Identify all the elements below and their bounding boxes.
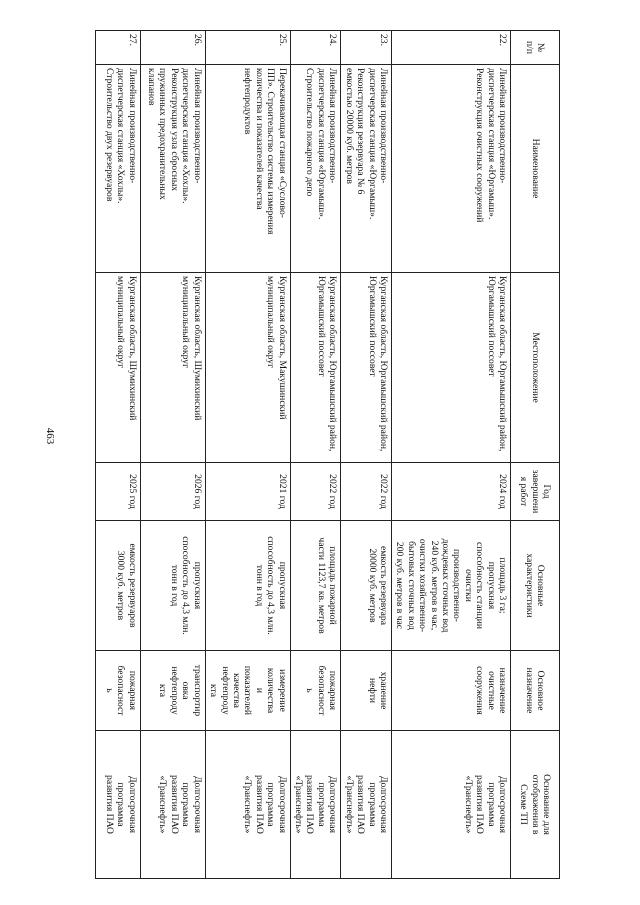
row-purpose: транспортир овка нефтепроду кта (140, 651, 205, 731)
row-purpose: пожарная безопасност ь (290, 651, 341, 731)
row-purpose: измерение количества и показателей качества нефтепроду кта (205, 651, 290, 731)
table-row (391, 31, 510, 879)
table-row (341, 31, 392, 879)
row-characteristics: площадь пожарной части 1123,7 кв. метров (290, 521, 341, 651)
row-name: Линейная производственно- диспетчерская станция «Юргамыш». Реконструкция резервуара № 6 емкостью 20000 куб. метров (341, 65, 392, 273)
row-location: Курганская область, Юргамышский район, Юргамышский поссовет (391, 273, 510, 463)
header-number: № п/п (511, 31, 560, 65)
table-row (205, 31, 290, 879)
row-number: 26. (140, 31, 205, 65)
row-name: Линейная производственно- диспетчерская станция «Юргамыш». Строительство пожарного депо (290, 65, 341, 273)
objects-table (95, 30, 560, 879)
row-location: Курганская область, Шумихинский муниципальный округ (140, 273, 205, 463)
row-name: Линейная производственно- диспетчерская станция «Юргамыш». Реконструкция очистных сооружений (391, 65, 510, 273)
row-location: Курганская область, Юргамышский район, Юргамышский поссовет (290, 273, 341, 463)
row-characteristics: емкость резервуаров 3000 куб. метров (95, 521, 140, 651)
row-name: Перекачивающая станция «Суслово- ПП». Строительство системы измерения количества и показателей качества нефтепродуктов (205, 65, 290, 273)
row-location: Курганская область, Шумихинский муниципальный округ (95, 273, 140, 463)
header-name: Наименование (511, 65, 560, 273)
row-characteristics: площадь 3 га; пропускная способность станции очистки производственно- дождевых сточных вод 240 куб. метров в час, очистки хозяйственно- бытовых сточных вод 200 куб. метров в час (391, 521, 510, 651)
row-number: 27. (95, 31, 140, 65)
rotated-page-content (103, 30, 560, 878)
row-year: 2022 год (290, 463, 341, 521)
table-row (95, 31, 140, 879)
row-year: 2022 год (341, 463, 392, 521)
table-header-row (511, 31, 560, 879)
row-number: 22. (391, 31, 510, 65)
header-basis: Основание для отображения в Схеме ТП (511, 731, 560, 879)
row-name: Линейная производственно- диспетчерская станция «Хохлы». Строительство двух резервуаров (95, 65, 140, 273)
row-number: 24. (290, 31, 341, 65)
page-number: 463 (44, 427, 56, 445)
row-location: Курганская область, Юргамышский район, Юргамышский поссовет (341, 273, 392, 463)
row-basis: Долгосрочная программа развития ПАО «Транснефть» (341, 731, 392, 879)
row-purpose: назначение очистные сооружения (391, 651, 510, 731)
row-purpose: пожарная безопасност ь (95, 651, 140, 731)
row-location: Курганская область, Макушинский муниципальный округ (205, 273, 290, 463)
row-characteristics: емкость резервуара 20000 куб. метров (341, 521, 392, 651)
row-year: 2021 год (205, 463, 290, 521)
table-row (290, 31, 341, 879)
row-basis: Долгосрочная программа развития ПАО «Транснефть» (140, 731, 205, 879)
row-characteristics: пропускная способность до 4,3 млн. тонн в год (140, 521, 205, 651)
row-year: 2024 год (391, 463, 510, 521)
row-basis: Долгосрочная программа развития ПАО «Транснефть» (290, 731, 341, 879)
row-number: 23. (341, 31, 392, 65)
header-year: Год завершени я работ (511, 463, 560, 521)
row-basis: Долгосрочная программа развития ПАО «Транснефть» (205, 731, 290, 879)
row-characteristics: пропускная способность до 4,3 млн. тонн в год (205, 521, 290, 651)
row-name: Линейная производственно- диспетчерская станция «Хохлы». Реконструкция узла сбросных пружинных предохранительных клапанов (140, 65, 205, 273)
row-basis: Долгосрочная программа развития ПАО «Транснефть» (391, 731, 510, 879)
row-year: 2026 год (140, 463, 205, 521)
header-characteristics: Основные характеристики (511, 521, 560, 651)
table-row (140, 31, 205, 879)
row-number: 25. (205, 31, 290, 65)
row-basis: Долгосрочная программа развития ПАО (95, 731, 140, 879)
header-location: Местоположение (511, 273, 560, 463)
row-year: 2025 год (95, 463, 140, 521)
row-purpose: хранение нефти (341, 651, 392, 731)
header-purpose: Основное назначение (511, 651, 560, 731)
